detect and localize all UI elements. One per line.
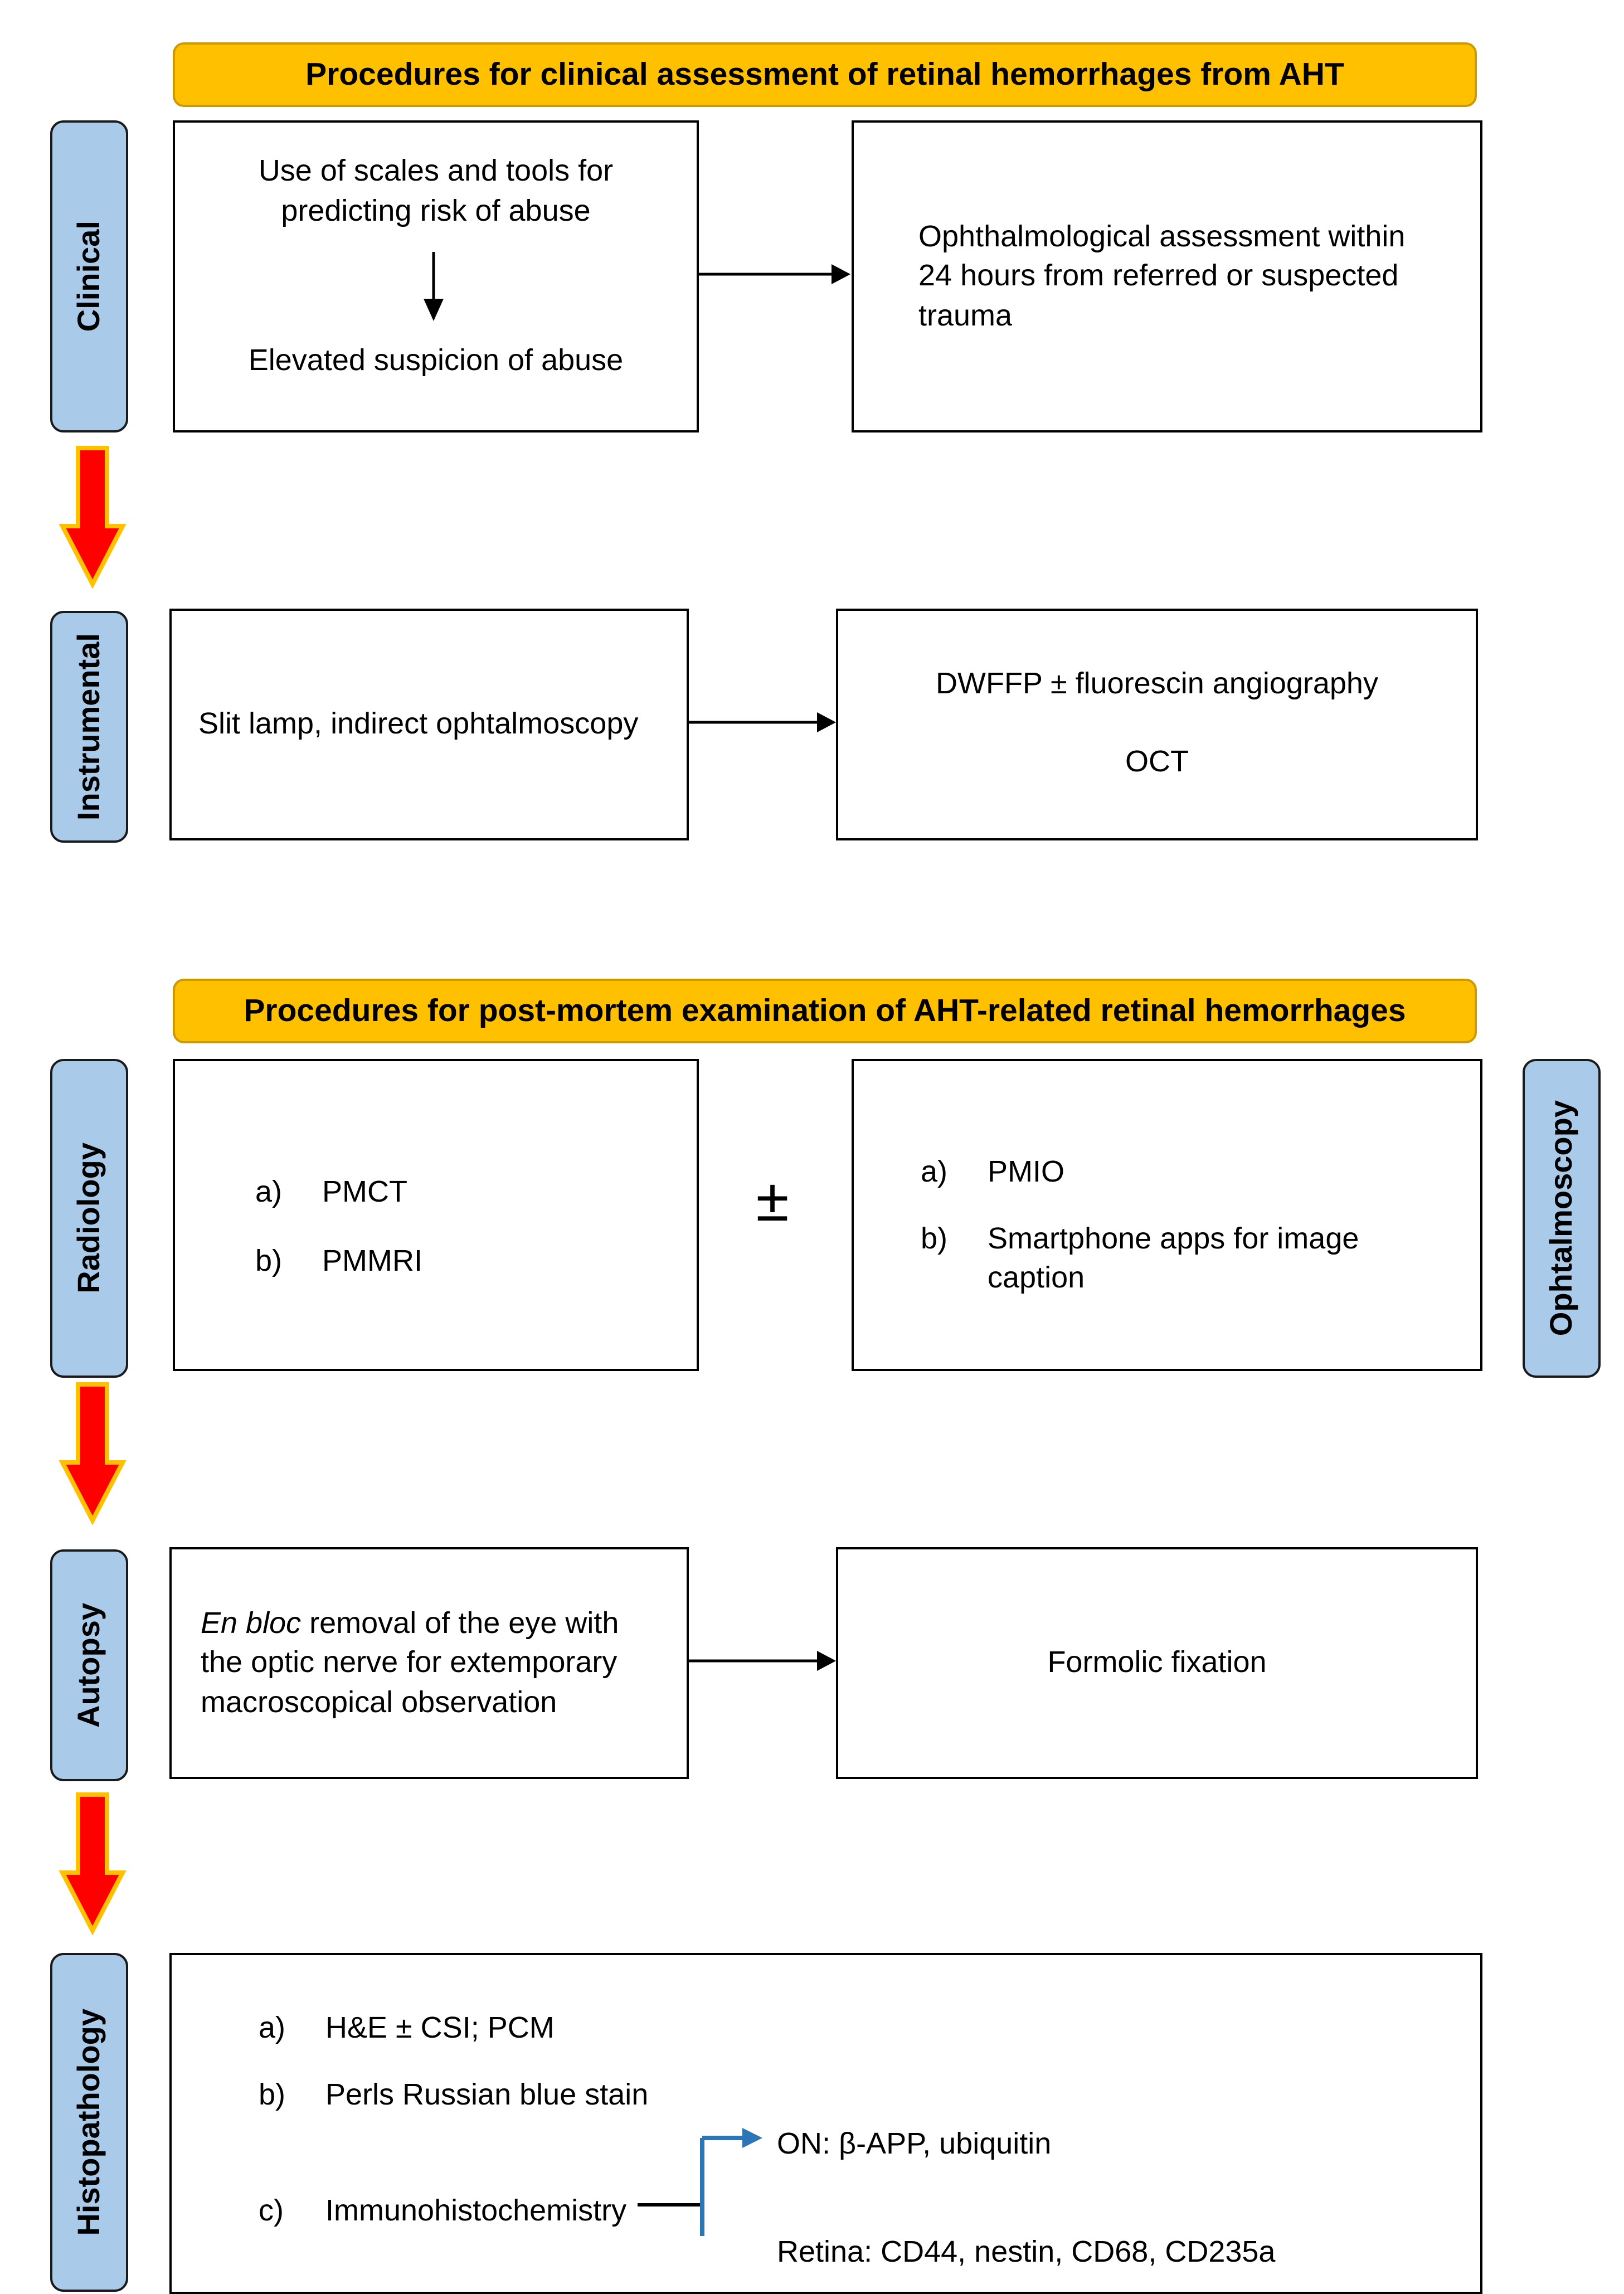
slit-lamp-text: Slit lamp, indirect ophtalmoscopy — [198, 707, 639, 741]
side-label-clinical — [50, 120, 128, 432]
side-label-radiology — [50, 1059, 128, 1378]
formolic-fixation-box — [836, 1547, 1478, 1779]
side-label-autopsy — [50, 1549, 128, 1781]
branch-retina-text: Retina: CD44, nestin, CD68, CD235a — [777, 2235, 1276, 2268]
red-arrow-radiology-to-autopsy — [62, 1384, 123, 1520]
section1-banner-title: Procedures for clinical assessment of retinal hemorrhages from AHT — [305, 56, 1344, 92]
formolic-fixation-text: Formolic fixation — [1047, 1645, 1267, 1679]
side-label-histopathology — [50, 1953, 128, 2292]
histopathology-box — [169, 1953, 1482, 2294]
clinical-scales-bottom-text: Elevated suspicion of abuse — [248, 343, 624, 377]
plus-minus-separator: ± — [756, 1167, 789, 1234]
red-arrow-autopsy-to-histopathology — [62, 1795, 123, 1931]
list-item: a) PMCT — [255, 1175, 407, 1208]
side-label-ophtalmoscopy-text: Ophtalmoscopy — [1544, 1100, 1578, 1336]
dwffp-line2: OCT — [1125, 745, 1189, 778]
section2-banner — [173, 979, 1477, 1043]
branch-on-text: ON: β-APP, ubiquitin — [777, 2127, 1052, 2160]
pmio-box — [852, 1059, 1482, 1371]
dwffp-line1: DWFFP ± fluorescin angiography — [936, 667, 1378, 700]
list-item: a) H&E ± CSI; PCM — [259, 2011, 555, 2044]
side-label-instrumental-text: Instrumental — [71, 633, 106, 821]
list-item: b) Smartphone apps for image caption — [921, 1222, 1359, 1295]
list-item: c) Immunohistochemistry — [259, 2194, 627, 2227]
ophthalmological-assessment-text: Ophthalmological assessment within 24 hours from referred or suspected trauma — [918, 219, 1406, 332]
flow-arrow-autopsy — [687, 1651, 836, 1671]
list-item: b) Perls Russian blue stain — [259, 2078, 649, 2111]
side-label-instrumental — [50, 611, 128, 843]
dwffp-box — [836, 609, 1478, 840]
side-label-autopsy-text: Autopsy — [71, 1603, 106, 1728]
list-item: b) PMMRI — [255, 1244, 422, 1277]
list-item: a) PMIO — [921, 1155, 1065, 1188]
side-label-clinical-text: Clinical — [71, 221, 106, 332]
section2-banner-title: Procedures for post-mortem examination of AHT-related retinal hemorrhages — [244, 993, 1406, 1028]
slit-lamp-box — [169, 609, 689, 840]
clinical-scales-top-text: Use of scales and tools for predicting risk of abuse — [258, 154, 614, 227]
en-bloc-italic: En bloc — [201, 1606, 302, 1640]
side-label-radiology-text: Radiology — [71, 1143, 106, 1294]
ophthalmological-assessment-box — [852, 120, 1482, 432]
side-label-histopathology-text: Histopathology — [71, 2009, 106, 2236]
en-bloc-box — [169, 1547, 689, 1779]
flow-arrow-instrumental — [687, 712, 836, 732]
side-label-ophtalmoscopy — [1523, 1059, 1601, 1378]
flow-arrow-clinical — [699, 264, 850, 284]
clinical-scales-box — [173, 120, 699, 432]
red-arrow-clinical-to-instrumental — [62, 448, 123, 584]
section1-banner — [173, 42, 1477, 107]
en-bloc-text: En bloc removal of the eye with the optic nerve for extemporary macroscopical observation — [201, 1606, 619, 1719]
radiology-box — [173, 1059, 699, 1371]
